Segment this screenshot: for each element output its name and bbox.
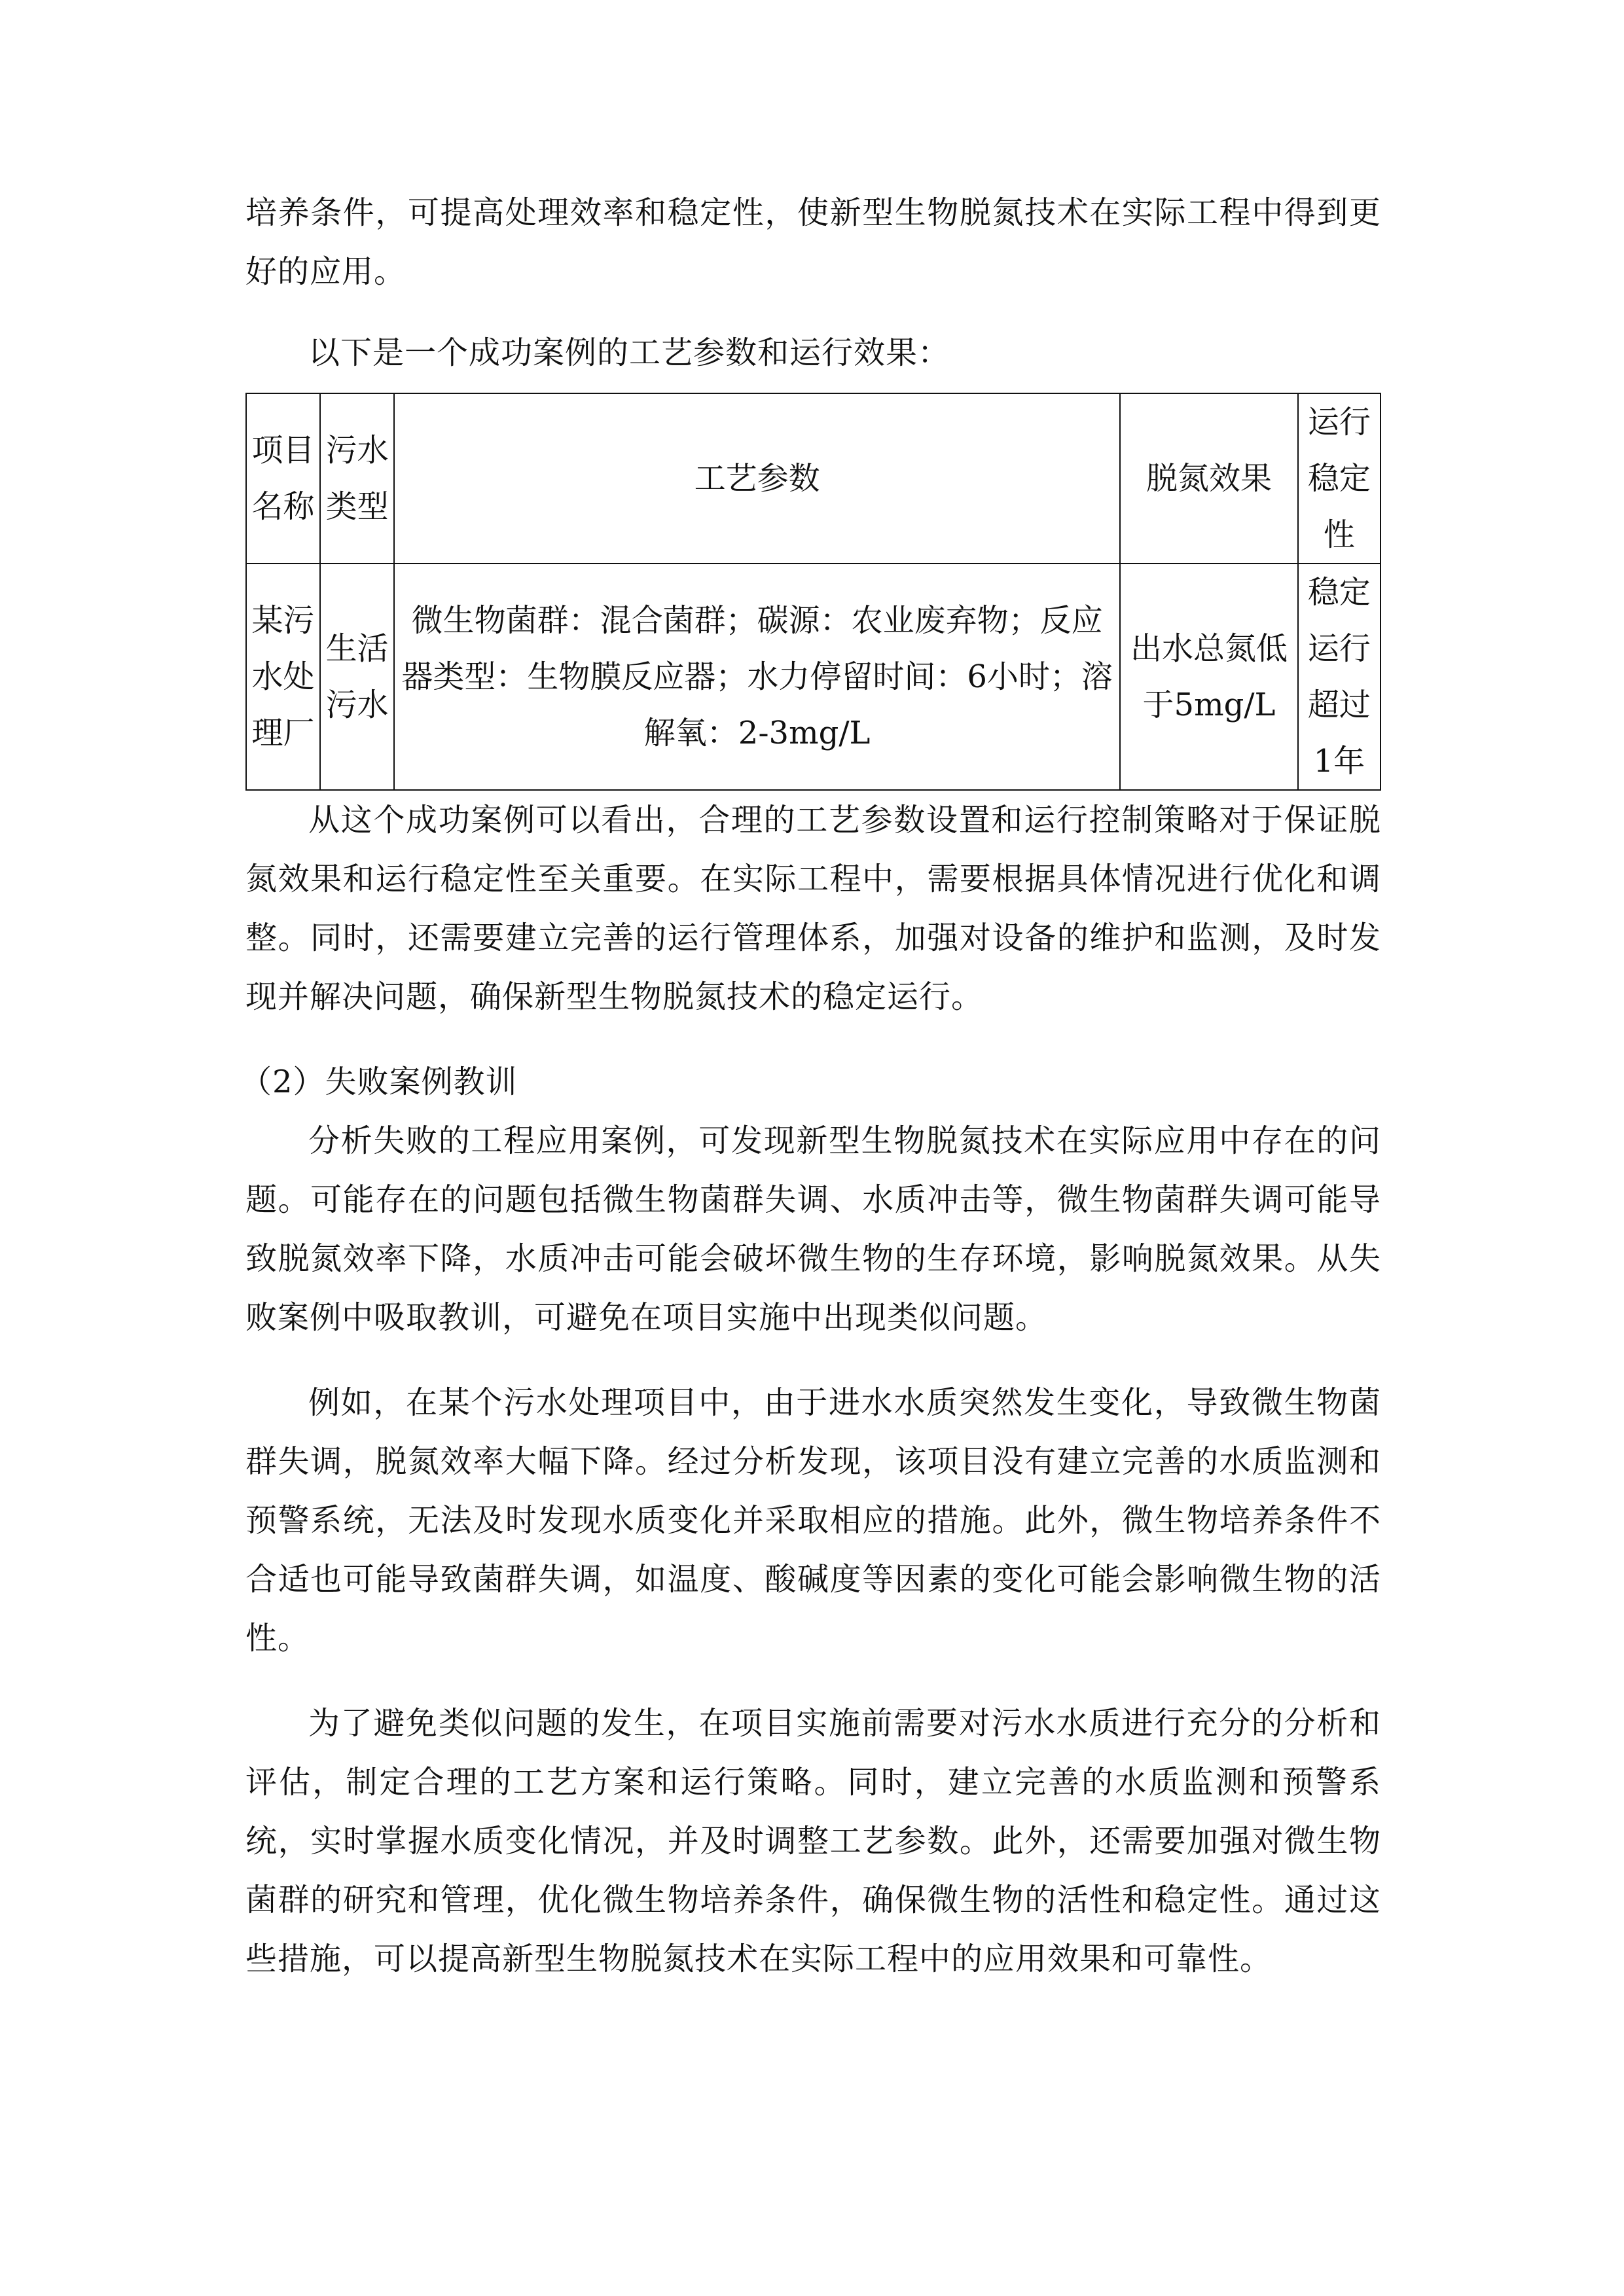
cell-project-name: 某污水处理厂 (246, 564, 320, 790)
table-header-row (246, 393, 1380, 564)
header-wastewater-type: 污水类型 (320, 393, 394, 564)
table-row (246, 564, 1380, 790)
header-denitrification-effect: 脱氮效果 (1120, 393, 1298, 564)
paragraph-continuation: 培养条件，可提高处理效率和稳定性，使新型生物脱氮技术在实际工程中得到更好的应用。 (245, 194, 1381, 290)
header-process-parameters: 工艺参数 (394, 393, 1120, 564)
case-parameters-table (245, 393, 1381, 791)
paragraph-failure-example: 例如，在某个污水处理项目中，由于进水水质突然发生变化，导致微生物菌群失调，脱氮效率大幅下降。经过分析发现，该项目没有建立完善的水质监测和预警系统，无法及时发现水质变化并采取相应的措施。此外，微生物培养条件不合适也可能导致菌群失调，如温度、酸碱度等因素的变化可能会影响微生物的活性。 (245, 1384, 1381, 1657)
paragraph-failure-analysis: 分析失败的工程应用案例，可发现新型生物脱氮技术在实际应用中存在的问题。可能存在的问题包括微生物菌群失调、水质冲击等，微生物菌群失调可能导致脱氮效率下降，水质冲击可能会破坏微生物的生存环境，影响脱氮效果。从失败案例中吸取教训，可避免在项目实施中出现类似问题。 (245, 1122, 1381, 1336)
section-heading-failure-lessons: （2）失败案例教训 (240, 1064, 518, 1100)
header-operating-stability: 运行稳定性 (1298, 393, 1380, 564)
document-page (240, 183, 1381, 1988)
cell-denitrification-effect: 出水总氮低于5mg/L (1120, 564, 1298, 790)
cell-operating-stability: 稳定运行超过1年 (1298, 564, 1380, 790)
header-project-name: 项目名称 (246, 393, 320, 564)
cell-wastewater-type: 生活污水 (320, 564, 394, 790)
cell-process-parameters: 微生物菌群：混合菌群；碳源：农业废弃物；反应器类型：生物膜反应器；水力停留时间：6小时；溶解氧：2-3mg/L (394, 564, 1120, 790)
paragraph-prevention-measures: 为了避免类似问题的发生，在项目实施前需要对污水水质进行充分的分析和评估，制定合理的工艺方案和运行策略。同时，建立完善的水质监测和预警系统，实时掌握水质变化情况，并及时调整工艺参数。此外，还需要加强对微生物菌群的研究和管理，优化微生物培养条件，确保微生物的活性和稳定性。通过这些措施，可以提高新型生物脱氮技术在实际工程中的应用效果和可靠性。 (245, 1705, 1381, 1977)
paragraph-success-analysis: 从这个成功案例可以看出，合理的工艺参数设置和运行控制策略对于保证脱氮效果和运行稳定性至关重要。在实际工程中，需要根据具体情况进行优化和调整。同时，还需要建立完善的运行管理体系，加强对设备的维护和监测，及时发现并解决问题，确保新型生物脱氮技术的稳定运行。 (245, 802, 1381, 1015)
paragraph-table-intro: 以下是一个成功案例的工艺参数和运行效果： (308, 334, 950, 371)
